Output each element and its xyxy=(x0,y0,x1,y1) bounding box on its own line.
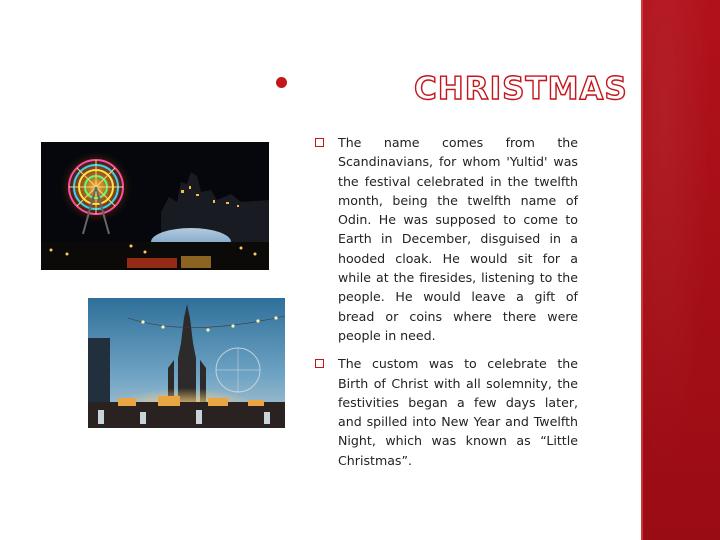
decorative-red-band xyxy=(641,0,720,540)
christmas-market-dusk-photo xyxy=(88,298,285,428)
bullet-dot-icon xyxy=(276,77,287,88)
bullet-text: The name comes from the Scandinavians, for whom 'Yultid' was the festival celebrated in the twelfth month, being the twelfth name of Odin. He was supposed to come to Earth in December, disguised in a hooded cloak. He would sit for a while at the firesides, listening to the people. He would leave a gift of bread or coins where there were people in need. xyxy=(338,135,578,343)
bullet-text: The custom was to celebrate the Birth of Christ with all solemnity, the festivities began a few days later, and spilled into New Year and Twelfth Night, which was known as “Little Christmas”. xyxy=(338,356,578,468)
checkbox-icon xyxy=(315,359,324,368)
night-ferris-wheel-photo xyxy=(41,142,269,270)
slide-title: CHRISTMAS xyxy=(414,71,628,107)
bullet-paragraph xyxy=(312,133,578,345)
checkbox-icon xyxy=(315,138,324,147)
bullet-paragraph xyxy=(312,354,578,470)
bullet-list xyxy=(312,133,578,479)
